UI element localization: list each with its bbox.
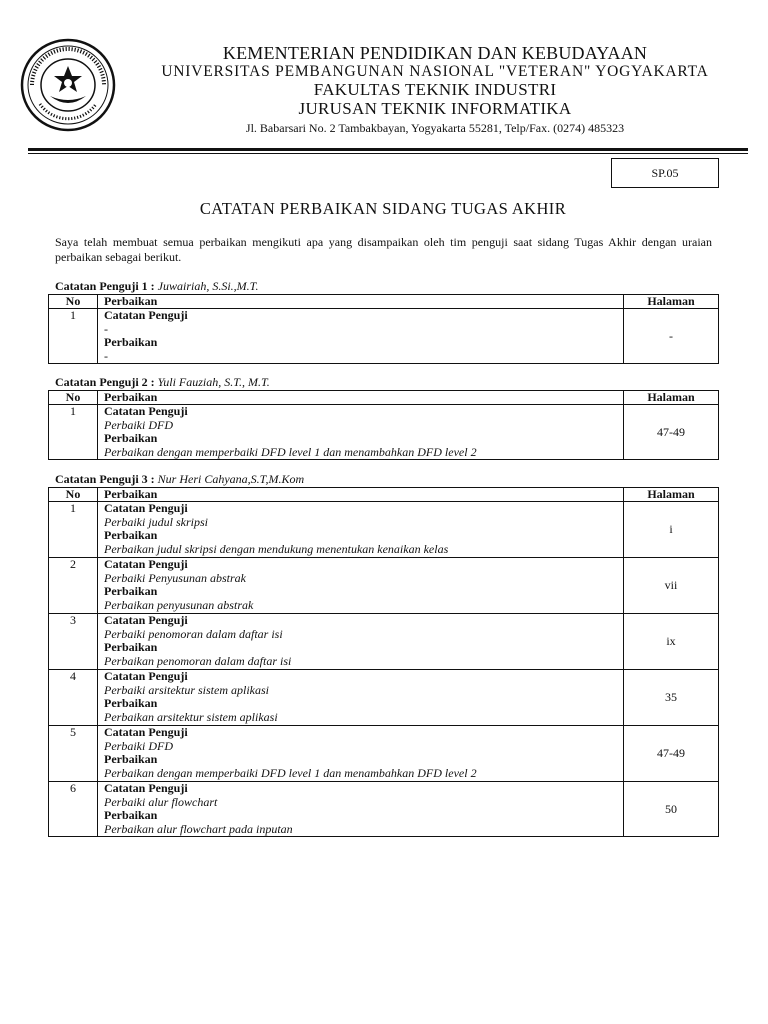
- header-divider-thick: [28, 148, 748, 151]
- column-header-perbaikan: Perbaikan: [98, 488, 624, 502]
- document-title: CATATAN PERBAIKAN SIDANG TUGAS AKHIR: [199, 199, 567, 218]
- examiner-note-label: Catatan Penguji: [104, 782, 188, 795]
- examiner-label: Catatan Penguji 3 :: [55, 472, 155, 486]
- column-header-no: No: [49, 488, 98, 502]
- examiner-name: Yuli Fauziah, S.T., M.T.: [157, 375, 270, 389]
- revision-detail: [98, 558, 624, 614]
- table-row: [49, 309, 719, 364]
- examiner-note: Perbaiki arsitektur sistem aplikasi: [104, 683, 269, 697]
- department-name: JURUSAN TEKNIK INFORMATIKA: [298, 99, 572, 118]
- intro-paragraph: Saya telah membuat semua perbaikan mengikuti apa yang disampaikan oleh tim penguji saat sidang Tugas Akhir dengan uraian perbaikan sebagai berikut.: [55, 235, 712, 264]
- column-header-no: No: [49, 295, 98, 309]
- ministry-name: KEMENTERIAN PENDIDIKAN DAN KEBUDAYAAN: [222, 43, 648, 63]
- page-reference: ix: [624, 614, 719, 670]
- revision-label: Perbaikan: [104, 529, 158, 542]
- examiner-note: Perbaiki penomoran dalam daftar isi: [104, 627, 283, 641]
- revision-detail: [98, 309, 624, 364]
- table-row: [49, 558, 719, 614]
- address: Jl. Babarsari No. 2 Tambakbayan, Yogyakarta 55281, Telp/Fax. (0274) 485323: [245, 121, 625, 135]
- form-code-box: SP.05: [611, 158, 719, 188]
- examiner-note-label: Catatan Penguji: [104, 670, 188, 683]
- header-divider-thin: [28, 153, 748, 154]
- page-reference: 35: [624, 670, 719, 726]
- examiner-label: Catatan Penguji 1 :: [55, 279, 155, 293]
- examiner-heading: [55, 472, 718, 486]
- examiner-section-3: [48, 472, 718, 837]
- revision-label: Perbaikan: [104, 753, 158, 766]
- table-row: [49, 502, 719, 558]
- revision-table: [48, 294, 719, 364]
- column-header-perbaikan: Perbaikan: [98, 295, 624, 309]
- revision-text: Perbaikan alur flowchart pada inputan: [104, 822, 293, 836]
- table-row: [49, 726, 719, 782]
- revision-label: Perbaikan: [104, 585, 158, 598]
- examiner-name: Juwairiah, S.Si.,M.T.: [157, 279, 259, 293]
- page-reference: i: [624, 502, 719, 558]
- examiner-section-1: [48, 279, 718, 364]
- university-name: UNIVERSITAS PEMBANGUNAN NASIONAL "VETERAN" YOGYAKARTA: [161, 63, 709, 80]
- examiner-note: Perbaiki DFD: [104, 739, 173, 753]
- revision-label: Perbaikan: [104, 809, 158, 822]
- row-number: 1: [49, 309, 98, 364]
- row-number: 5: [49, 726, 98, 782]
- row-number: 6: [49, 782, 98, 837]
- examiner-section-2: [48, 375, 718, 460]
- revision-text: Perbaikan dengan memperbaiki DFD level 1 dan menambahkan DFD level 2: [104, 766, 477, 780]
- examiner-name: Nur Heri Cahyana,S.T,M.Kom: [157, 472, 305, 486]
- examiner-note-label: Catatan Penguji: [104, 614, 188, 627]
- row-number: 1: [49, 405, 98, 460]
- revision-table: [48, 390, 719, 460]
- table-header-row: [49, 391, 719, 405]
- examiner-note: Perbaiki DFD: [104, 418, 173, 432]
- revision-label: Perbaikan: [104, 641, 158, 654]
- table-header-row: [49, 488, 719, 502]
- revision-label: Perbaikan: [104, 336, 158, 349]
- revision-text: Perbaikan dengan memperbaiki DFD level 1 dan menambahkan DFD level 2: [104, 445, 477, 459]
- revision-text: Perbaikan penomoran dalam daftar isi: [104, 654, 292, 668]
- examiner-note-label: Catatan Penguji: [104, 502, 188, 515]
- row-number: 4: [49, 670, 98, 726]
- examiner-note-label: Catatan Penguji: [104, 558, 188, 571]
- revision-label: Perbaikan: [104, 697, 158, 710]
- revision-detail: [98, 726, 624, 782]
- examiner-note: Perbaiki alur flowchart: [104, 795, 218, 809]
- row-number: 3: [49, 614, 98, 670]
- revision-detail: [98, 614, 624, 670]
- examiner-heading: [55, 279, 718, 293]
- examiner-note-label: Catatan Penguji: [104, 405, 188, 418]
- page-reference: vii: [624, 558, 719, 614]
- page-reference: 50: [624, 782, 719, 837]
- column-header-halaman: Halaman: [624, 295, 719, 309]
- revision-detail: [98, 502, 624, 558]
- examiner-note-label: Catatan Penguji: [104, 309, 188, 322]
- table-row: [49, 614, 719, 670]
- column-header-perbaikan: Perbaikan: [98, 391, 624, 405]
- table-row: [49, 782, 719, 837]
- revision-detail: [98, 670, 624, 726]
- revision-text: Perbaikan arsitektur sistem aplikasi: [104, 710, 278, 724]
- page-reference: 47-49: [624, 405, 719, 460]
- examiner-heading: [55, 375, 718, 389]
- university-seal-logo: [20, 38, 116, 132]
- faculty-name: FAKULTAS TEKNIK INDUSTRI: [313, 80, 557, 99]
- row-number: 2: [49, 558, 98, 614]
- table-header-row: [49, 295, 719, 309]
- revision-table: [48, 487, 719, 837]
- page-reference: 47-49: [624, 726, 719, 782]
- revision-text: Perbaikan judul skripsi dengan mendukung menentukan kenaikan kelas: [104, 542, 449, 556]
- revision-text: Perbaikan penyusunan abstrak: [104, 598, 254, 612]
- column-header-halaman: Halaman: [624, 391, 719, 405]
- table-row: [49, 670, 719, 726]
- revision-text: -: [104, 349, 108, 363]
- examiner-note: Perbaiki Penyusunan abstrak: [104, 571, 246, 585]
- revision-detail: [98, 405, 624, 460]
- column-header-no: No: [49, 391, 98, 405]
- column-header-halaman: Halaman: [624, 488, 719, 502]
- letterhead: [0, 0, 768, 160]
- examiner-note: -: [104, 322, 108, 336]
- revision-label: Perbaikan: [104, 432, 158, 445]
- revision-detail: [98, 782, 624, 837]
- table-row: [49, 405, 719, 460]
- examiner-note-label: Catatan Penguji: [104, 726, 188, 739]
- examiner-note: Perbaiki judul skripsi: [104, 515, 208, 529]
- page-reference: -: [624, 309, 719, 364]
- row-number: 1: [49, 502, 98, 558]
- examiner-label: Catatan Penguji 2 :: [55, 375, 155, 389]
- letterhead-text: [130, 44, 740, 135]
